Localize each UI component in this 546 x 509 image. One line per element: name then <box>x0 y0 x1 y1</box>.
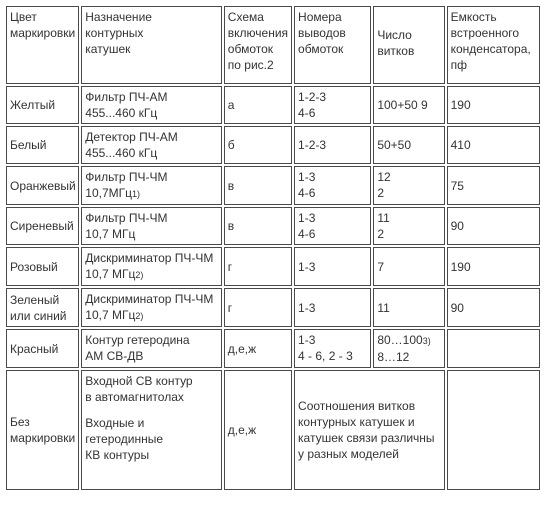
cell-color: Желтый <box>6 86 79 124</box>
cell-capacitance <box>447 329 540 368</box>
cell-purpose: Входной СВ контур в автомагнитолах Входные и гетеродинные КВ контуры <box>81 370 222 490</box>
cell-capacitance: 410 <box>447 126 540 164</box>
cell-capacitance: 190 <box>447 247 540 286</box>
cell-turns: 50+50 <box>373 126 444 164</box>
table-row <box>6 329 540 368</box>
cell-scheme: г <box>224 288 292 327</box>
header-capacitance: Емкость встроенного конденсатора, пф <box>447 6 540 84</box>
cell-scheme: в <box>224 166 292 205</box>
cell-pins: 1-3 4-6 <box>294 207 371 245</box>
cell-color: Оранжевый <box>6 166 79 205</box>
footnote-marker: 2) <box>135 270 144 280</box>
cell-color: Зеленый или синий <box>6 288 79 327</box>
cell-capacitance: 75 <box>447 166 540 205</box>
header-turns: Число витков <box>373 6 444 84</box>
table-row <box>6 126 540 164</box>
cell-color: Красный <box>6 329 79 368</box>
cell-scheme: б <box>224 126 292 164</box>
cell-scheme: д,е,ж <box>224 370 292 490</box>
cell-purpose: Дискриминатор ПЧ-ЧМ 10,7 МГц2) <box>81 288 222 327</box>
header-pins: Номера выводов обмоток <box>294 6 371 84</box>
cell-pins: 1-3 4-6 <box>294 166 371 205</box>
cell-pins: 1-2-3 4-6 <box>294 86 371 124</box>
table-row <box>6 166 540 205</box>
table-row <box>6 207 540 245</box>
cell-purpose: Дискриминатор ПЧ-ЧМ 10,7 МГц2) <box>81 247 222 286</box>
cell-purpose: Детектор ПЧ-АМ 455...460 кГц <box>81 126 222 164</box>
cell-pins: 1-3 <box>294 288 371 327</box>
cell-capacitance <box>447 370 540 490</box>
cell-pins: 1-3 4 - 6, 2 - 3 <box>294 329 371 368</box>
table-row <box>6 247 540 286</box>
cell-color: Сиреневый <box>6 207 79 245</box>
cell-turns: 11 <box>373 288 444 327</box>
cell-note: Соотношения витков контурных катушек и катушек связи различны у разных моделей <box>294 370 445 490</box>
footnote-marker: 1) <box>132 189 141 199</box>
header-purpose: Назначение контурных катушек <box>81 6 222 84</box>
coil-marking-table <box>4 4 542 492</box>
cell-color: Без маркировки <box>6 370 79 490</box>
cell-pins: 1-2-3 <box>294 126 371 164</box>
cell-turns: 100+50 9 <box>373 86 444 124</box>
cell-turns: 80…1003) 8…12 <box>373 329 444 368</box>
cell-capacitance: 90 <box>447 288 540 327</box>
header-row <box>6 6 540 84</box>
cell-scheme: в <box>224 207 292 245</box>
cell-scheme: а <box>224 86 292 124</box>
cell-purpose: Фильтр ПЧ-ЧМ 10,7 МГц <box>81 207 222 245</box>
cell-purpose: Контур гетеродина АМ СВ-ДВ <box>81 329 222 368</box>
cell-turns: 7 <box>373 247 444 286</box>
coil-marking-table-container <box>4 4 542 492</box>
cell-purpose: Фильтр ПЧ-ЧМ 10,7МГц1) <box>81 166 222 205</box>
cell-scheme: г <box>224 247 292 286</box>
cell-pins: 1-3 <box>294 247 371 286</box>
footnote-marker: 2) <box>135 311 144 321</box>
cell-color: Белый <box>6 126 79 164</box>
header-scheme: Схема включения обмоток по рис.2 <box>224 6 292 84</box>
cell-turns: 12 2 <box>373 166 444 205</box>
cell-capacitance: 190 <box>447 86 540 124</box>
cell-color: Розовый <box>6 247 79 286</box>
table-row <box>6 86 540 124</box>
table-row <box>6 288 540 327</box>
cell-purpose: Фильтр ПЧ-АМ 455...460 кГц <box>81 86 222 124</box>
cell-capacitance: 90 <box>447 207 540 245</box>
header-color: Цвет маркировки <box>6 6 79 84</box>
cell-scheme: д,е,ж <box>224 329 292 368</box>
cell-turns: 11 2 <box>373 207 444 245</box>
table-row-unmarked <box>6 370 540 490</box>
footnote-marker: 3) <box>422 336 431 346</box>
